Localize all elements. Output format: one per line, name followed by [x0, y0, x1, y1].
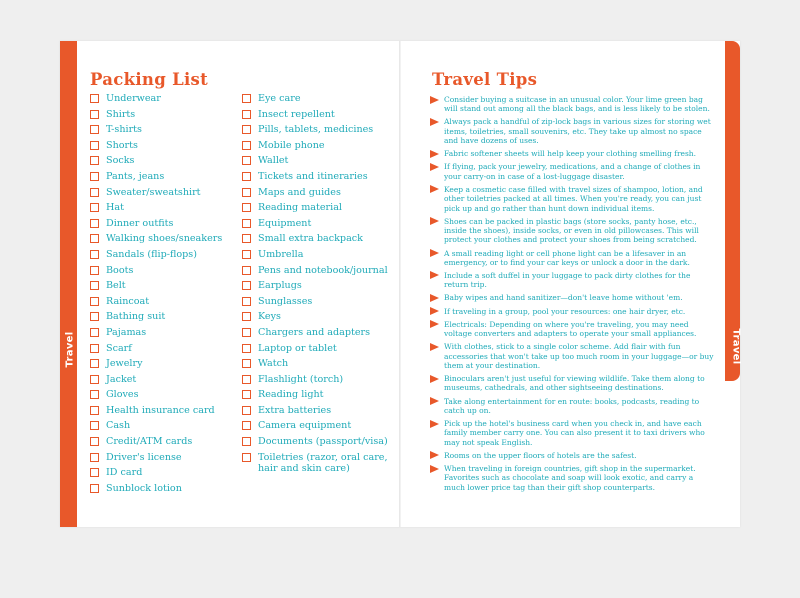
- checkbox-icon[interactable]: [90, 125, 99, 134]
- checkbox-icon[interactable]: [242, 375, 251, 384]
- checkbox-icon[interactable]: [242, 203, 251, 212]
- checklist-item[interactable]: [242, 296, 392, 307]
- checklist-item[interactable]: [90, 109, 240, 120]
- checkbox-icon[interactable]: [90, 203, 99, 212]
- checklist-item[interactable]: [90, 202, 240, 213]
- checklist-item-label: Extra batteries: [258, 404, 332, 416]
- checkbox-icon[interactable]: [242, 328, 251, 337]
- travel-tips-list: [430, 95, 716, 496]
- checklist-item-label: Sandals (flip-flops): [106, 248, 197, 260]
- book-spread: [60, 41, 740, 527]
- checklist-item[interactable]: [90, 374, 240, 385]
- checklist-item[interactable]: [242, 452, 392, 474]
- checklist-item[interactable]: [90, 467, 240, 478]
- arrow-bullet-icon: [430, 397, 439, 405]
- checklist-item-label: Reading material: [258, 202, 342, 214]
- checklist-item[interactable]: [242, 280, 392, 291]
- tip-item: [430, 419, 716, 447]
- tip-item: [430, 185, 716, 213]
- checklist-item-label: Health insurance card: [106, 404, 215, 416]
- checklist-item-label: Watch: [258, 358, 289, 370]
- checklist-item[interactable]: [90, 327, 240, 338]
- checklist-item-label: Belt: [106, 280, 126, 292]
- checklist-item[interactable]: [242, 389, 392, 400]
- checkbox-icon[interactable]: [242, 94, 251, 103]
- checkbox-icon[interactable]: [90, 156, 99, 165]
- checkbox-icon[interactable]: [90, 297, 99, 306]
- checklist-item-label: Walking shoes/sneakers: [106, 233, 223, 245]
- tip-text: Keep a cosmetic case filled with travel sizes of shampoo, lotion, and other toiletries packed at all times. When you're ready, you can just pick up and go rather than hunt down individual items.: [444, 184, 703, 213]
- right-tab-label: Travel: [730, 328, 742, 365]
- checklist-item-label: Credit/ATM cards: [106, 436, 193, 448]
- tip-text: Baby wipes and hand sanitizer—don't leave home without 'em.: [444, 293, 683, 303]
- checklist-item[interactable]: [242, 233, 392, 244]
- checkbox-icon[interactable]: [242, 437, 251, 446]
- checklist-item-label: Earplugs: [258, 280, 302, 292]
- checklist-item-label: Socks: [106, 155, 135, 167]
- tip-text: Consider buying a suitcase in an unusual color. Your lime green bag will stand out among all the black bags, and is less likely to be stolen.: [444, 95, 710, 114]
- packing-list-column-2: [242, 93, 392, 478]
- tip-item: [430, 95, 716, 114]
- checkbox-icon[interactable]: [242, 281, 251, 290]
- tip-item: [430, 271, 716, 290]
- checklist-item[interactable]: [242, 155, 392, 166]
- checklist-item-label: Hat: [106, 202, 124, 214]
- checklist-item[interactable]: [242, 358, 392, 369]
- checkbox-icon[interactable]: [90, 250, 99, 259]
- tip-text: Take along entertainment for en route: books, podcasts, reading to catch up on.: [444, 396, 700, 415]
- checkbox-icon[interactable]: [242, 141, 251, 150]
- checklist-item[interactable]: [242, 327, 392, 338]
- checkbox-icon[interactable]: [90, 94, 99, 103]
- tip-text: If flying, pack your jewelry, medications, and a change of clothes in your carry-on in case of a lost-luggage disaster.: [444, 162, 701, 181]
- checkbox-icon[interactable]: [90, 421, 99, 430]
- tip-text: Electricals: Depending on where you're traveling, you may need voltage converters and adapters to operate your small appliances.: [444, 319, 697, 339]
- checklist-item[interactable]: [242, 140, 392, 151]
- checklist-item[interactable]: [242, 420, 392, 431]
- checklist-item-label: Shorts: [106, 139, 138, 151]
- tip-text: If traveling in a group, pool your resources: one hair dryer, etc.: [444, 306, 686, 316]
- checklist-item-label: Camera equipment: [258, 420, 352, 432]
- tip-text: Include a soft duffel in your luggage to pack dirty clothes for the return trip.: [444, 270, 691, 290]
- checklist-item-label: Flashlight (torch): [258, 373, 344, 385]
- checklist-item-label: Sweater/sweatshirt: [106, 186, 201, 198]
- page-gutter: [399, 41, 401, 527]
- checkbox-icon[interactable]: [242, 266, 251, 275]
- checklist-item-label: Dinner outfits: [106, 217, 174, 229]
- checklist-item[interactable]: [242, 93, 392, 104]
- checklist-item-label: Gloves: [106, 389, 139, 401]
- tip-text: Fabric softener sheets will help keep your clothing smelling fresh.: [444, 149, 697, 159]
- checkbox-icon[interactable]: [242, 156, 251, 165]
- tip-text: Always pack a handful of zip-lock bags in various sizes for storing wet items, toiletries, small souvenirs, etc. They take up almost no space and have dozens of uses.: [444, 117, 711, 146]
- checklist-item-label: Sunglasses: [258, 295, 313, 307]
- checklist-item-label: Pills, tablets, medicines: [258, 124, 374, 136]
- tip-item: [430, 320, 716, 339]
- tip-item: [430, 217, 716, 245]
- checkbox-icon[interactable]: [242, 297, 251, 306]
- tip-item: [430, 162, 716, 181]
- checklist-item[interactable]: [242, 374, 392, 385]
- right-section-tab: [725, 41, 740, 381]
- checklist-item[interactable]: [90, 155, 240, 166]
- tip-item: [430, 342, 716, 370]
- checklist-item-label: Driver's license: [106, 451, 182, 463]
- tip-text: When traveling in foreign countries, gift shop in the supermarket. Favorites such as chocolate and soap will look exotic, and carry a much lower price tag than their gift shop counterparts.: [444, 464, 696, 492]
- checkbox-icon[interactable]: [242, 250, 251, 259]
- checklist-item[interactable]: [90, 218, 240, 229]
- checklist-item-label: Eye care: [258, 93, 301, 104]
- checklist-item-label: ID card: [106, 467, 143, 479]
- arrow-bullet-icon: [430, 294, 439, 302]
- arrow-bullet-icon: [430, 96, 439, 104]
- checklist-item[interactable]: [90, 124, 240, 135]
- checklist-item[interactable]: [90, 483, 240, 494]
- checklist-item[interactable]: [90, 280, 240, 291]
- arrow-bullet-icon: [430, 217, 439, 225]
- checkbox-icon[interactable]: [90, 141, 99, 150]
- tip-item: [430, 451, 716, 460]
- checkbox-icon[interactable]: [90, 453, 99, 462]
- checkbox-icon[interactable]: [242, 172, 251, 181]
- checklist-item-label: Pens and notebook/journal: [258, 264, 388, 276]
- checklist-item-label: Jewelry: [106, 358, 143, 370]
- checklist-item[interactable]: [242, 109, 392, 120]
- tip-text: Shoes can be packed in plastic bags (store socks, panty hose, etc., inside the shoes), inside socks, or even in old pillowcases. This will protect your clothes and protect your shoes from being scratched.: [444, 216, 699, 245]
- checklist-item-label: Bathing suit: [106, 311, 166, 323]
- checklist-item[interactable]: [90, 420, 240, 431]
- arrow-bullet-icon: [430, 451, 439, 459]
- checklist-item-label: Shirts: [106, 108, 136, 120]
- checkbox-icon[interactable]: [90, 234, 99, 243]
- checkbox-icon[interactable]: [242, 125, 251, 134]
- arrow-bullet-icon: [430, 307, 439, 315]
- checklist-item-label: Pajamas: [106, 326, 147, 338]
- checklist-item-label: Tickets and itineraries: [258, 170, 368, 182]
- checklist-item-label: Documents (passport/visa): [258, 436, 388, 448]
- checklist-item-label: Reading light: [258, 389, 324, 401]
- checkbox-icon[interactable]: [242, 359, 251, 368]
- checklist-item-label: Equipment: [258, 217, 312, 229]
- tip-item: [430, 117, 716, 145]
- checklist-item-label: Underwear: [106, 93, 161, 104]
- checkbox-icon[interactable]: [242, 344, 251, 353]
- travel-tips-title: Travel Tips: [432, 70, 538, 89]
- checklist-item-label: Jacket: [106, 373, 137, 385]
- left-tab-label: Travel: [64, 331, 76, 368]
- checklist-item[interactable]: [90, 249, 240, 260]
- checklist-item-label: Boots: [106, 264, 134, 276]
- checklist-item-label: Laptop or tablet: [258, 342, 337, 354]
- checkbox-icon[interactable]: [90, 484, 99, 493]
- arrow-bullet-icon: [430, 420, 439, 428]
- checklist-item[interactable]: [90, 140, 240, 151]
- arrow-bullet-icon: [430, 375, 439, 383]
- packing-list-column-1: [90, 93, 240, 498]
- tip-item: [430, 464, 716, 492]
- checklist-item[interactable]: [90, 452, 240, 463]
- checkbox-icon[interactable]: [90, 219, 99, 228]
- checklist-item-label: Keys: [258, 311, 281, 323]
- tip-text: Rooms on the upper floors of hotels are the safest.: [444, 450, 637, 460]
- checklist-item[interactable]: [90, 296, 240, 307]
- checklist-item[interactable]: [90, 389, 240, 400]
- checklist-item[interactable]: [242, 218, 392, 229]
- checkbox-icon[interactable]: [242, 110, 251, 119]
- checklist-item[interactable]: [242, 187, 392, 198]
- tip-item: [430, 307, 716, 316]
- tip-text: Binoculars aren't just useful for viewing wildlife. Take them along to museums, cathedrals, and other sightseeing destinations.: [444, 374, 705, 393]
- checklist-item-label: Scarf: [106, 342, 132, 354]
- checkbox-icon[interactable]: [90, 312, 99, 321]
- tip-item: [430, 249, 716, 268]
- checkbox-icon[interactable]: [90, 266, 99, 275]
- checkbox-icon[interactable]: [90, 172, 99, 181]
- checklist-item[interactable]: [242, 436, 392, 447]
- checkbox-icon[interactable]: [90, 344, 99, 353]
- tip-text: With clothes, stick to a single color scheme. Add flair with fun accessories that won't take up too much room in your luggage—or buy them at your destination.: [444, 342, 714, 370]
- checklist-item[interactable]: [90, 93, 240, 104]
- checklist-item[interactable]: [90, 358, 240, 369]
- checkbox-icon[interactable]: [90, 375, 99, 384]
- checklist-item-label: Toiletries (razor, oral care, hair and skin care): [258, 451, 388, 474]
- left-section-tab: [60, 41, 77, 527]
- checkbox-icon[interactable]: [242, 390, 251, 399]
- checklist-item[interactable]: [90, 171, 240, 182]
- checklist-item[interactable]: [242, 405, 392, 416]
- tip-item: [430, 293, 716, 302]
- checkbox-icon[interactable]: [90, 390, 99, 399]
- checkbox-icon[interactable]: [90, 188, 99, 197]
- checkbox-icon[interactable]: [242, 421, 251, 430]
- checklist-item-label: Small extra backpack: [258, 233, 363, 245]
- arrow-bullet-icon: [430, 118, 439, 126]
- checkbox-icon[interactable]: [242, 406, 251, 415]
- checklist-item[interactable]: [90, 405, 240, 416]
- checkbox-icon[interactable]: [242, 234, 251, 243]
- checklist-item[interactable]: [90, 343, 240, 354]
- checkbox-icon[interactable]: [90, 110, 99, 119]
- checklist-item-label: Cash: [106, 420, 131, 432]
- checkbox-icon[interactable]: [90, 359, 99, 368]
- checklist-item[interactable]: [242, 249, 392, 260]
- checkbox-icon[interactable]: [242, 219, 251, 228]
- checklist-item[interactable]: [90, 233, 240, 244]
- arrow-bullet-icon: [430, 163, 439, 171]
- checklist-item-label: Chargers and adapters: [258, 326, 371, 338]
- checklist-item[interactable]: [242, 311, 392, 322]
- checklist-item[interactable]: [242, 171, 392, 182]
- checkbox-icon[interactable]: [242, 312, 251, 321]
- checklist-item-label: Umbrella: [258, 248, 304, 260]
- checkbox-icon[interactable]: [90, 281, 99, 290]
- checklist-item[interactable]: [90, 265, 240, 276]
- checklist-item-label: Pants, jeans: [106, 170, 165, 182]
- tip-item: [430, 397, 716, 416]
- checklist-item-label: Wallet: [258, 155, 289, 167]
- checklist-item-label: Sunblock lotion: [106, 482, 182, 494]
- arrow-bullet-icon: [430, 150, 439, 158]
- checklist-item[interactable]: [242, 202, 392, 213]
- checklist-item-label: Insect repellent: [258, 108, 335, 120]
- arrow-bullet-icon: [430, 185, 439, 193]
- checklist-item-label: T-shirts: [106, 124, 142, 136]
- checklist-item[interactable]: [242, 343, 392, 354]
- packing-list-title: Packing List: [90, 70, 209, 89]
- checklist-item-label: Raincoat: [106, 295, 150, 307]
- checklist-item[interactable]: [90, 436, 240, 447]
- checkbox-icon[interactable]: [242, 453, 251, 462]
- checkbox-icon[interactable]: [90, 328, 99, 337]
- checklist-item-label: Mobile phone: [258, 139, 325, 151]
- checkbox-icon[interactable]: [90, 406, 99, 415]
- tip-item: [430, 374, 716, 393]
- checklist-item[interactable]: [242, 265, 392, 276]
- arrow-bullet-icon: [430, 249, 439, 257]
- checklist-item[interactable]: [242, 124, 392, 135]
- checkbox-icon[interactable]: [242, 188, 251, 197]
- checkbox-icon[interactable]: [90, 437, 99, 446]
- checklist-item[interactable]: [90, 187, 240, 198]
- tip-text: Pick up the hotel's business card when you check in, and have each family member carry one. You can also present it to taxi drivers who may not speak English.: [444, 419, 705, 447]
- checklist-item-label: Maps and guides: [258, 186, 341, 198]
- tip-text: A small reading light or cell phone light can be a lifesaver in an emergency, or to find your car keys or unlock a door in the dark.: [444, 248, 690, 267]
- arrow-bullet-icon: [430, 271, 439, 279]
- arrow-bullet-icon: [430, 465, 439, 473]
- tip-item: [430, 149, 716, 158]
- arrow-bullet-icon: [430, 343, 439, 351]
- checkbox-icon[interactable]: [90, 468, 99, 477]
- arrow-bullet-icon: [430, 320, 439, 328]
- checklist-item[interactable]: [90, 311, 240, 322]
